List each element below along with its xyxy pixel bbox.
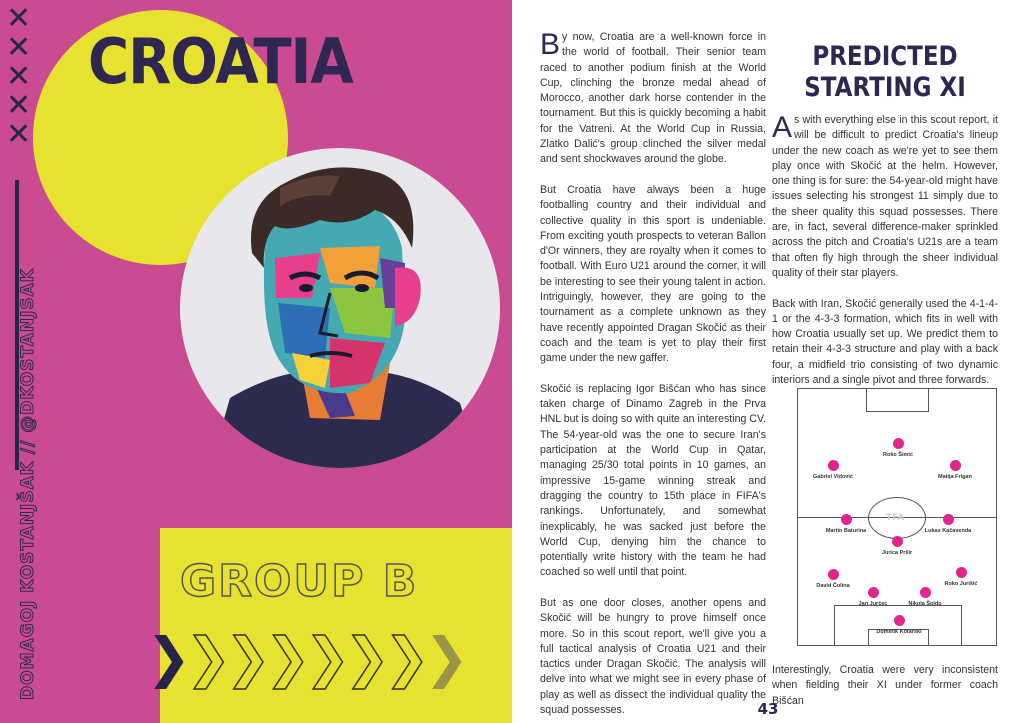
cross-icon: ✕ [6, 88, 32, 123]
article-paragraph: Back with Iran, Skočić generally used the 4-1-4-1 or the 4-3-3 formation, which fits in well with how Croatia usually set up. We predict them to retain their 4-3-3 structure and play with a back four, a midfield trio consisting of two dynamic interiors and a single pivot and three forwards. [772, 297, 998, 387]
player-marker [865, 536, 929, 557]
box-line [928, 389, 929, 411]
player-dot [868, 587, 879, 598]
drop-cap: A [772, 111, 793, 144]
article-paragraph: Interestingly, Croatia were very inconsistent when fielding their XI under former coach Bišćan [772, 664, 998, 707]
player-dot [956, 567, 967, 578]
player-marker [916, 514, 980, 535]
chevron-right-icon: ❯ [185, 626, 221, 689]
player-name: Gabriel Vidović [813, 474, 853, 480]
player-marker [867, 615, 931, 636]
player-name: Jan Jurčec [858, 601, 888, 607]
player-marker [801, 460, 865, 481]
player-marker [923, 460, 987, 481]
chevron-right-icon: ❯ [384, 626, 420, 689]
group-label: GROUP B [180, 556, 419, 607]
player-name: Roko Šimić [883, 452, 913, 458]
player-marker [929, 567, 993, 588]
box-line [961, 605, 962, 646]
chevron-row [146, 628, 459, 688]
box-line [834, 605, 835, 646]
article-column-right [772, 113, 998, 404]
article-column-left [540, 30, 766, 723]
player-name: Lukas Kačavenda [924, 528, 972, 534]
player-dot [828, 460, 839, 471]
cross-icon: ✕ [6, 1, 32, 36]
chevron-right-icon: ❯ [146, 626, 182, 689]
page-title: CROATIA [88, 26, 353, 99]
player-name: Dominik Kotarski [876, 629, 922, 635]
player-dot [893, 438, 904, 449]
portrait-illustration [180, 148, 500, 468]
player-name: Matija Frigan [938, 474, 972, 480]
article-paragraph: But as one door closes, another opens and Skočić will be hungry to prove himself once more. So in this scout report, we'll give you a full tactical analysis of Croatia U21 and their tactics under Dragan Skočić. The analysis will delve into what we might see in every phase of play as well as dissect the individual quality the squad possesses. [540, 596, 766, 717]
player-name: David Čolina [816, 583, 850, 589]
player-name: Jurica Pršir [881, 550, 913, 556]
chevron-right-icon: ❯ [304, 626, 341, 689]
box-line [866, 411, 929, 412]
chevron-right-icon: ❯ [265, 626, 301, 689]
page-number: 43 [757, 700, 779, 718]
player-portrait [180, 148, 500, 468]
box-line [866, 389, 867, 411]
article-paragraph: As with everything else in this scout report, it will be difficult to predict Croatia's lineup under the new coach as we're yet to see them play once with Skočić at the helm. However, one thing is for sure: the 54-year-old might have issues selecting his strongest 11 simply due to the sheer quality this squad possesses. There are, in fact, several difference-maker sprinkled across the pitch and Croatia's U21s are a team that often fly high through the sheer individual quality of their star players. [772, 111, 998, 279]
chevron-right-icon: ❯ [225, 626, 261, 689]
cross-icon: ✕ [6, 59, 32, 94]
player-dot [892, 536, 903, 547]
player-marker [814, 514, 878, 535]
player-dot [950, 460, 961, 471]
author-credit: DOMAGOJ KOSTANJŠAK // @DKOSTANJSAK [18, 268, 38, 700]
player-name: Nikola Šoldo [908, 601, 942, 607]
player-dot [841, 514, 852, 525]
player-marker [893, 587, 957, 608]
cross-icon: ✕ [6, 30, 32, 65]
player-dot [828, 569, 839, 580]
player-name: Martin Baturina [825, 528, 867, 534]
article-paragraph: But Croatia have always been a huge footballing country and their individual and collective quality in this sport is undeniable. From exciting youth prospects to veteran Ballon d'Or winners, they are royalty when it comes to football. With Euro U21 around the corner, it will be interesting to see their young talent in action. Intriguingly, however, they are going to the tournament as a complete unknown as they have recently appointed Dragan Skočić as their coach and the team is yet to play their first game under the new gaffer. [540, 183, 766, 365]
player-dot [920, 587, 931, 598]
article-paragraph: Skočić is replacing Igor Bišćan who has since taken charge of Dinamo Zagreb in the Prva HNL but is doing so with quite an interesting CV. The 54-year-old was the one to secure Iran's participation at the World Cup in Qatar, managing 25/30 total points in 10 games, an impressive 15-game winning streak and dragging the country to 15th place in FIFA's rankings. Unfortunately, and somewhat inexplicably, he was sacked just before the World Cup, denying him the chance to potentially write history with the team he had coached so well until that point. [540, 382, 766, 579]
lineup-pitch [797, 388, 997, 646]
player-name: Roko Jurišić [944, 581, 978, 587]
pitch-logo: TFA [886, 513, 905, 523]
cross-marks [6, 1, 40, 152]
chevron-right-icon: ❯ [423, 626, 460, 689]
cross-icon: ✕ [6, 117, 32, 152]
article-paragraph: By now, Croatia are a well-known force in the world of football. Their senior team raced to another podium finish at the World Cup, clinching the bronze medal ahead of Morocco, another dark horse contender in the tournament. But this is quickly becoming a habit for the Vatreni. At the World Cup in Russia, Zlatko Dalić's group clinched the silver medal and sent shockwaves around the globe. [540, 28, 766, 166]
right-page [512, 0, 1024, 723]
section-title: PREDICTED STARTING XI [804, 42, 966, 103]
drop-cap: B [540, 28, 561, 61]
player-dot [943, 514, 954, 525]
player-dot [894, 615, 905, 626]
chevron-right-icon: ❯ [344, 626, 380, 689]
player-marker [866, 438, 930, 459]
